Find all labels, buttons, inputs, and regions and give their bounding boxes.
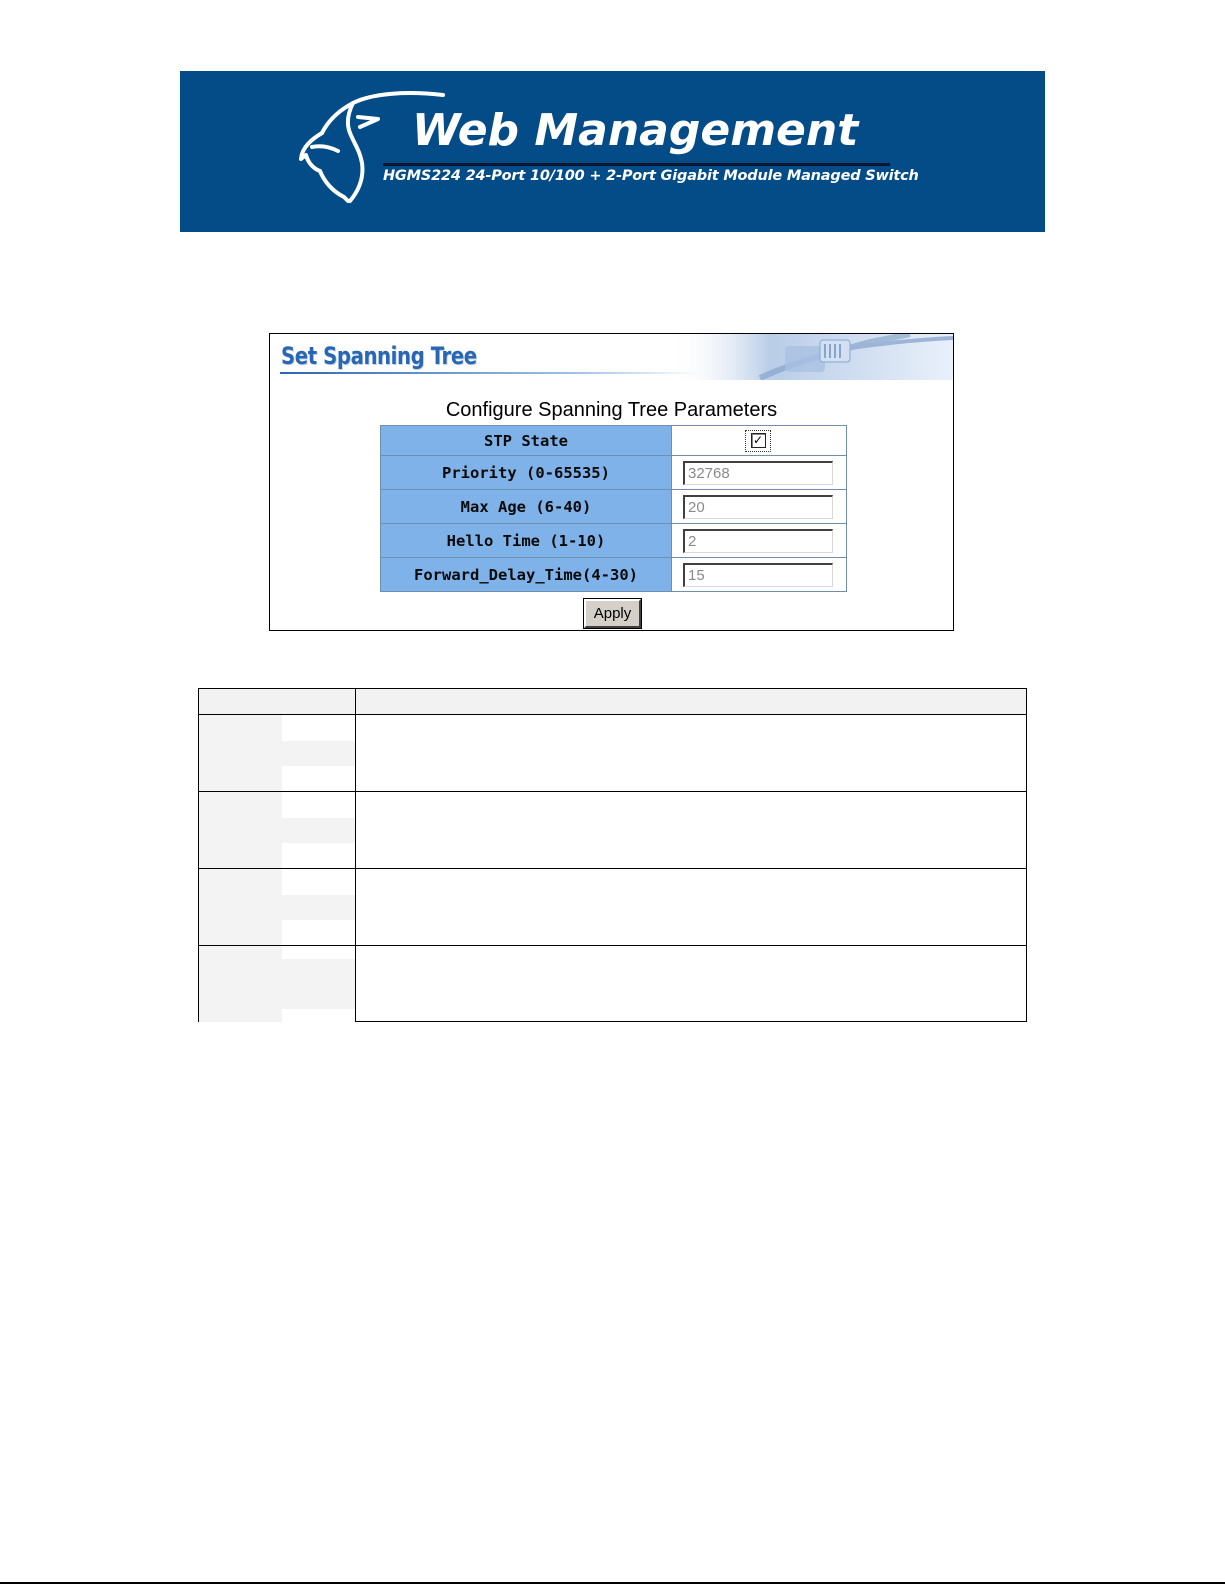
banner-subtitle: HGMS224 24-Port 10/100 + 2-Port Gigabit Module Managed Switch: [383, 168, 919, 184]
max-age-input[interactable]: [683, 495, 833, 519]
network-cable-icon: [670, 334, 953, 380]
hello-time-input[interactable]: [683, 529, 833, 553]
description-table: [198, 688, 1027, 1022]
hello-time-row: [381, 524, 847, 558]
priority-label: Priority (0-65535): [381, 456, 672, 490]
table-row-cell: [199, 715, 355, 791]
apply-button[interactable]: Apply: [584, 599, 641, 628]
panel-header: [270, 334, 953, 382]
table-column-divider: [355, 689, 356, 1021]
hello-time-label: Hello Time (1-10): [381, 524, 672, 558]
stp-state-checkbox[interactable]: ✓: [751, 433, 766, 448]
description-table-header: [199, 689, 1026, 715]
title-underline: [280, 372, 700, 374]
stp-params-table: [380, 425, 847, 592]
spanning-tree-panel: [269, 333, 954, 631]
table-row-divider: [199, 791, 1026, 792]
page-title: Set Spanning Tree: [281, 342, 477, 370]
priority-row: [381, 456, 847, 490]
table-row-cell: [199, 792, 355, 868]
max-age-label: Max Age (6-40): [381, 490, 672, 524]
table-row-cell: [199, 946, 355, 1022]
banner-title: Web Management: [412, 105, 859, 156]
max-age-row: [381, 490, 847, 524]
stp-state-label: STP State: [381, 426, 672, 456]
table-row-cell: [199, 869, 355, 945]
forward-delay-input[interactable]: [683, 563, 833, 587]
priority-input[interactable]: [683, 461, 833, 485]
forward-delay-row: [381, 558, 847, 592]
forward-delay-label: Forward_Delay_Time(4-30): [381, 558, 672, 592]
stp-state-focus: [745, 430, 771, 452]
table-row-divider: [199, 868, 1026, 869]
header-banner: [180, 71, 1045, 232]
table-row-divider: [199, 945, 1026, 946]
stp-state-row: [381, 426, 847, 456]
page-footer-rule: [0, 1582, 1225, 1584]
form-caption: Configure Spanning Tree Parameters: [445, 399, 778, 421]
banner-divider: [383, 163, 890, 166]
